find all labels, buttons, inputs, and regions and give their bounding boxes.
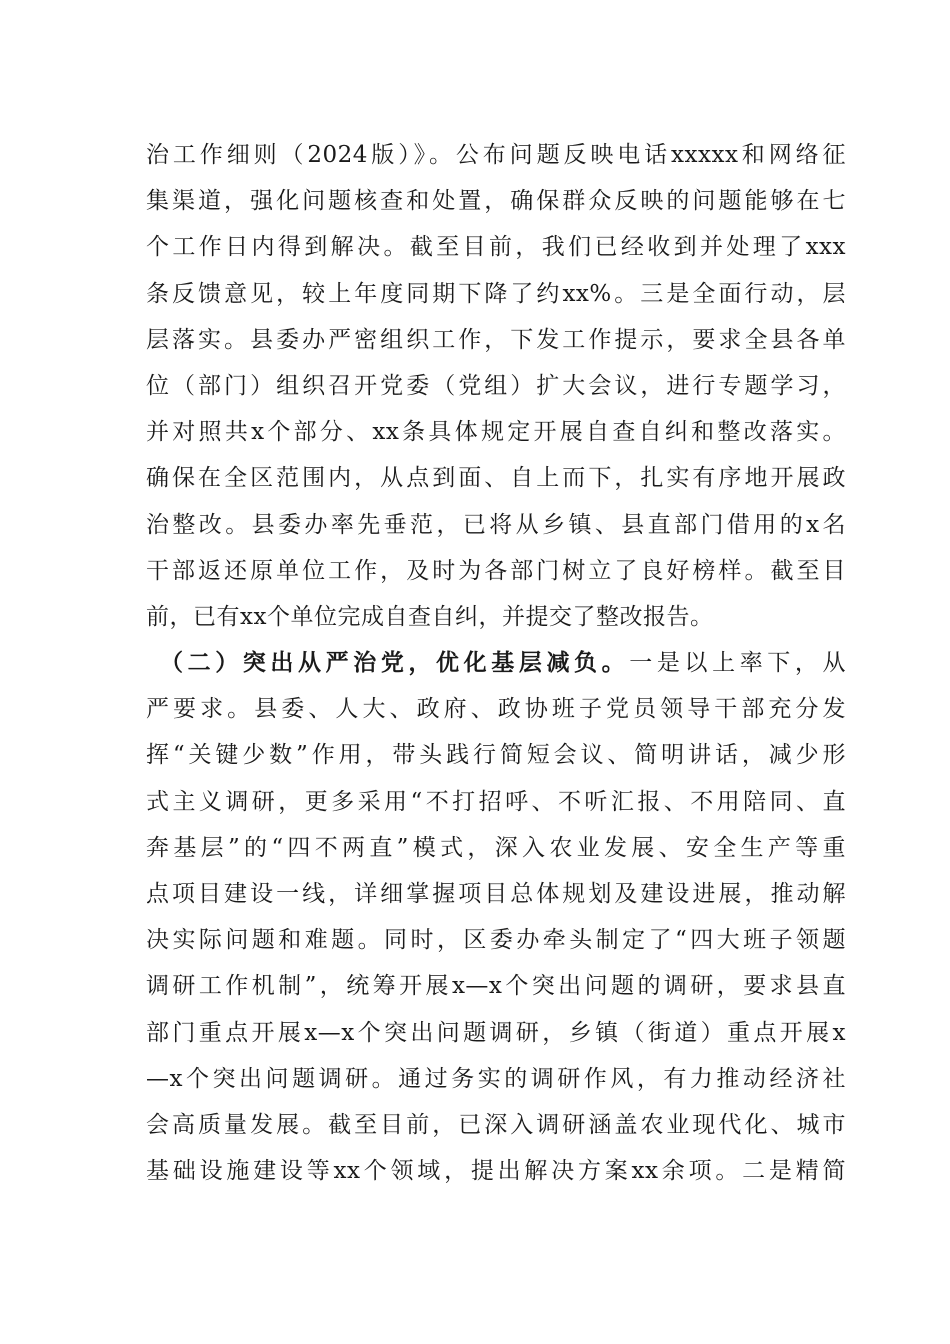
- text-line: 严要求。县委、人大、政府、政协班子党员领导干部充分发: [146, 696, 846, 723]
- body-text: [146, 132, 846, 1194]
- text-line: 调研工作机制”，统筹开展x—x个突出问题的调研，要求县直: [146, 973, 846, 1000]
- text-line: 干部返还原单位工作，及时为各部门树立了良好榜样。截至目: [146, 557, 846, 584]
- text-segment: 一是以上率下，从: [629, 650, 846, 677]
- section-heading-line: [146, 640, 846, 686]
- text-line: 集渠道，强化问题核查和处置，确保群众反映的问题能够在七: [146, 188, 846, 215]
- text-line: 挥“关键少数”作用，带头践行简短会议、简明讲话，减少形: [146, 742, 846, 769]
- text-line: 个工作日内得到解决。截至目前，我们已经收到并处理了xxx: [146, 234, 846, 261]
- text-line: 治整改。县委办率先垂范，已将从乡镇、县直部门借用的x名: [146, 511, 846, 538]
- text-line: 治工作细则（2024版）》。公布问题反映电话xxxxx和网络征: [146, 142, 846, 168]
- section-heading: （二）突出从严治党，优化基层减负。: [160, 649, 630, 677]
- text-line: 层落实。县委办严密组织工作，下发工作提示，要求全县各单: [146, 326, 846, 353]
- text-line: 条反馈意见，较上年度同期下降了约xx%。三是全面行动，层: [146, 280, 846, 307]
- text-line: 位（部门）组织召开党委（党组）扩大会议，进行专题学习，: [146, 372, 846, 399]
- text-line: 基础设施建设等xx个领域，提出解决方案xx余项。二是精简: [146, 1158, 846, 1185]
- text-line: 并对照共x个部分、xx条具体规定开展自查自纠和整改落实。: [146, 419, 846, 446]
- text-line: —x个突出问题调研。通过务实的调研作风，有力推动经济社: [146, 1065, 846, 1092]
- text-line: 奔基层”的“四不两直”模式，深入农业发展、安全生产等重: [146, 834, 846, 861]
- text-line: 确保在全区范围内，从点到面、自上而下，扎实有序地开展政: [146, 465, 846, 492]
- text-line: 会高质量发展。截至目前，已深入调研涵盖农业现代化、城市: [146, 1111, 846, 1138]
- text-line: 前，已有xx个单位完成自查自纠，并提交了整改报告。: [146, 603, 714, 630]
- text-line: 式主义调研，更多采用“不打招呼、不听汇报、不用陪同、直: [146, 788, 846, 815]
- text-line: 部门重点开展x—x个突出问题调研，乡镇（街道）重点开展x: [146, 1019, 846, 1046]
- text-line: 点项目建设一线，详细掌握项目总体规划及建设进展，推动解: [146, 881, 846, 907]
- text-line: 决实际问题和难题。同时，区委办牵头制定了“四大班子领题: [146, 927, 846, 954]
